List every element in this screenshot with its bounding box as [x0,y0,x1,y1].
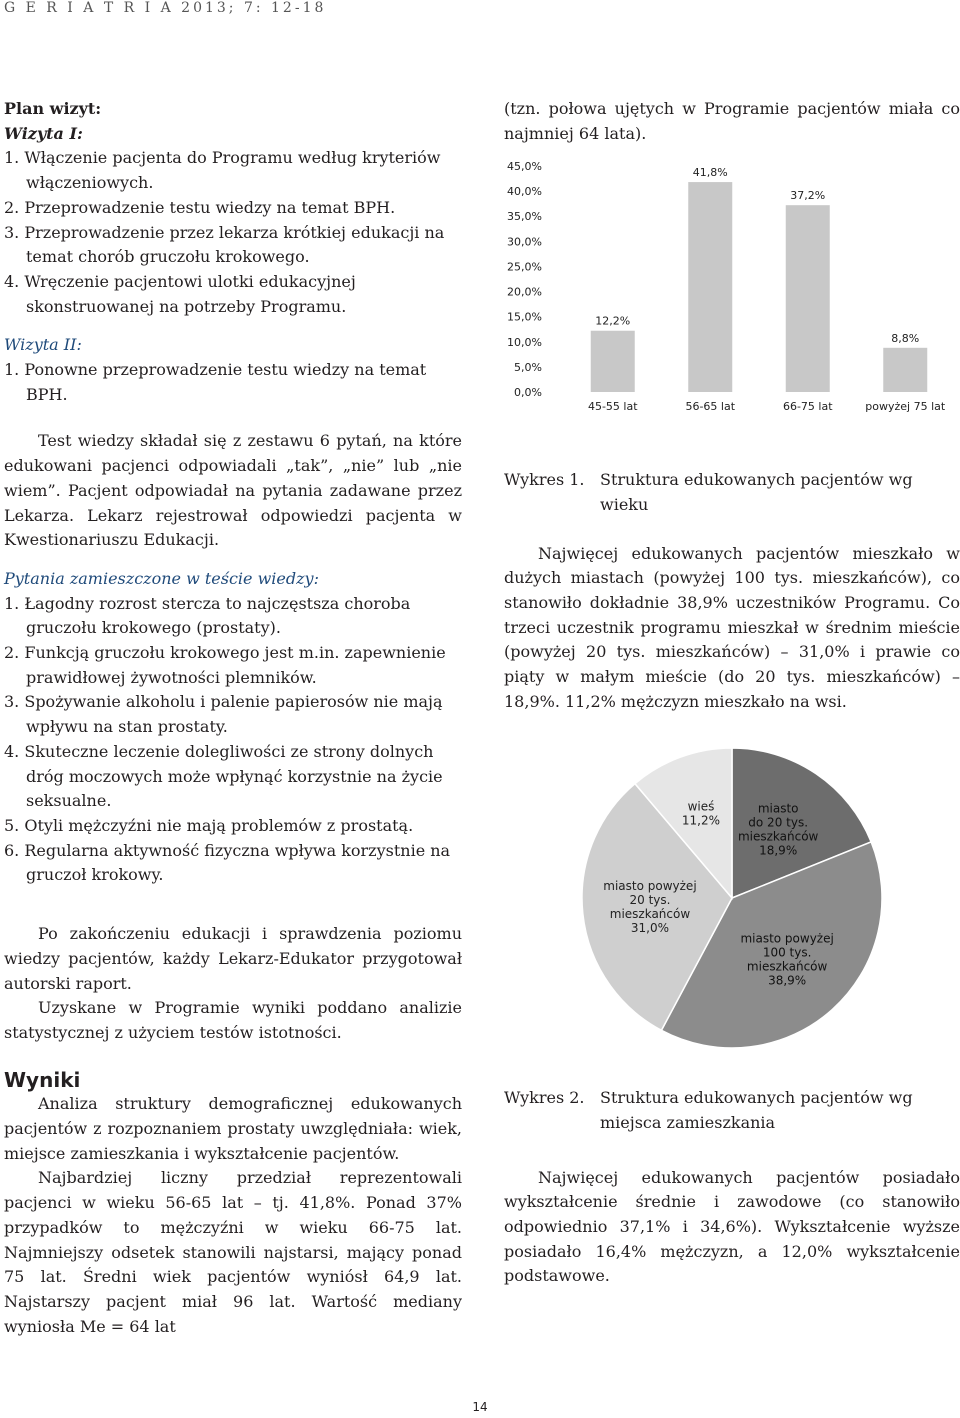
slice-label-line: do 20 tys. [748,816,809,831]
y-tick-label: 45,0% [507,160,542,174]
list-item: 2. Przeprowadzenie testu wiedzy na temat BPH. [4,197,396,217]
slice-label-line: wieś [687,799,715,814]
visit1-list [4,146,462,319]
list-item: 3. Przeprowadzenie przez lekarza krótkiej edukacji na temat chorób gruczołu krokowego. [4,222,445,267]
y-tick-label: 10,0% [507,336,542,350]
residence-paragraph: Najwięcej edukowanych pacjentów mieszkało w dużych miastach (powyżej 100 tys. mieszkańców), co stanowiło dokładnie 38,9% uczestników Programu. Co trzeci uczestnik programu mieszkał w średnim mieście (powyżej 20 tys. mieszkańców) – 31,0% i prawie co piąty w małym mieście (do 20 tys. mieszkańców) – 18,9%. 11,2% mężczyzn mieszkało na wsi. [504,543,960,711]
right-column [504,97,960,1289]
questions-list [4,592,462,888]
list-item: 1. Łagodny rozrost stercza to najczęstsza choroba gruczołu krokowego (prostaty). [4,593,411,638]
list-item: 1. Ponowne przeprowadzenie testu wiedzy na temat BPH. [4,360,427,404]
bar [688,182,732,392]
plan-title: Plan wizyt: [4,99,102,118]
y-tick-label: 25,0% [507,260,542,274]
slice-label-line: mieszkańców [746,959,828,974]
list-item: 3. Spożywanie alkoholu i palenie papierosów nie mają wpływu na stan prostaty. [4,692,443,737]
y-tick-label: 40,0% [507,185,542,199]
visit1-title: Wizyta I: [4,123,83,143]
results-heading: Wyniki [4,1067,81,1092]
left-column [4,97,462,1339]
slice-label-line: 100 tys. [762,945,812,960]
pie-chart-residence [504,748,960,1056]
after-paragraph-1: Po zakończeniu edukacji i sprawdzenia poziomu wiedzy pacjentów, każdy Lekarz-Edukator przygotował autorski raport. [4,924,462,993]
list-item: 1. Włączenie pacjenta do Programu według kryteriów włączeniowych. [4,148,441,193]
figure1-number: Wykres 1. [504,470,585,490]
list-item: 4. Skuteczne leczenie dolegliwości ze strony dolnych dróg moczowych może wpłynąć korzystnie na życie seksualne. [4,741,443,811]
data-label: 8,8% [891,332,920,346]
questions-title: Pytania zamieszczone w teście wiedzy: [4,568,319,588]
figure2-text: Struktura edukowanych pacjentów wg miejsca zamieszkania [600,1088,913,1132]
list-item: 6. Regularna aktywność fizyczna wpływa korzystnie na gruczoł krokowy. [4,840,451,885]
data-label: 37,2% [790,189,826,203]
slice-label-line: mieszkańców [737,830,819,845]
y-tick-label: 20,0% [507,285,542,299]
y-tick-label: 30,0% [507,235,542,249]
test-paragraph: Test wiedzy składał się z zestawu 6 pytań, na które edukowani pacjenci odpowiadali „tak”, „nie” lub „nie wiem”. Pacjent odpowiadał na pytania zadawane przez Lekarza. Lekarz rejestrował odpowiedzi pacjenta w Kwestionariuszu Edukacji. [4,431,462,550]
after-paragraph-2: Uzyskane w Programie wyniki poddano analizie statystycznej z użyciem testów istotności. [4,998,462,1042]
slice-label [682,800,720,828]
slice-label-line: miasto powyżej [740,931,834,946]
slice-label-line: 31,0% [630,921,670,936]
slice-label-line: miasto powyżej [603,879,697,894]
x-tick-label: powyżej 75 lat [865,400,946,414]
y-tick-label: 15,0% [507,311,542,325]
running-head: G E R I A T R I A 2013; 7: 12-18 [4,0,327,16]
x-tick-label: 66-75 lat [782,400,833,414]
slice-label-line: 20 tys. [629,893,671,908]
results-paragraph-1: Analiza struktury demograficznej edukowanych pacjentów z rozpoznaniem prostaty uwzględniała: wiek, miejsce zamieszkania i wykształcenie pacjentów. [4,1094,462,1163]
bar [883,348,927,392]
slice-label-line: mieszkańców [609,907,691,922]
slice-label-line: 38,9% [768,973,807,988]
y-tick-label: 35,0% [507,210,542,224]
education-paragraph: Najwięcej edukowanych pacjentów posiadało wykształcenie średnie i zawodowe (co stanowiło odpowiednio 37,1% i 34,6%). Wykształcenie wyższe posiadało 16,4% mężczyzn, a 12,0% wykształcenie podstawowe. [504,1167,960,1286]
visit2-title: Wizyta II: [4,335,82,355]
list-item: 4. Wręczenie pacjentowi ulotki edukacyjnej skonstruowanej na potrzeby Programu. [4,271,356,316]
y-tick-label: 0,0% [514,386,542,400]
visit2-list [4,358,462,407]
figure2-caption [504,1086,960,1135]
figure2-number: Wykres 2. [504,1088,585,1108]
data-label: 12,2% [595,315,631,329]
page-number: 14 [472,1400,488,1414]
intro-paragraph: (tzn. połowa ujętych w Programie pacjentów miała co najmniej 64 lata). [504,99,960,143]
x-tick-label: 45-55 lat [587,400,638,414]
results-paragraph-2: Najbardziej liczny przedział reprezentowali pacjenci w wieku 56-65 lat – tj. 41,8%. Ponad 37% przypadków to mężczyźni w wieku 66-75 lat. Najmniejszy odsetek stanowili najstarsi, mający ponad 75 lat. Średni wiek pacjentów wyniósł 64,9 lat. Najstarszy pacjent miał 96 lat. Wartość mediany wyniosła Me = 64 lat [4,1168,462,1336]
bar [591,331,635,392]
figure1-text: Struktura edukowanych pacjentów wg wieku [600,470,913,514]
bar-chart-svg [504,156,960,456]
x-tick-label: 56-65 lat [685,400,736,414]
pie-chart-svg [504,748,960,1048]
list-item: 2. Funkcją gruczołu krokowego jest m.in. zapewnienie prawidłowej żywotności plemników. [4,643,446,687]
figure1-caption [504,468,960,517]
bar-chart-age [504,156,960,464]
slice-label-line: miasto [757,802,799,817]
bar [786,206,830,393]
list-item: 5. Otyli mężczyźni nie mają problemów z prostatą. [4,815,414,835]
y-tick-label: 5,0% [514,361,542,375]
slice-label-line: 11,2% [681,813,721,828]
slice-label-line: 18,9% [759,844,798,859]
data-label: 41,8% [692,166,728,180]
